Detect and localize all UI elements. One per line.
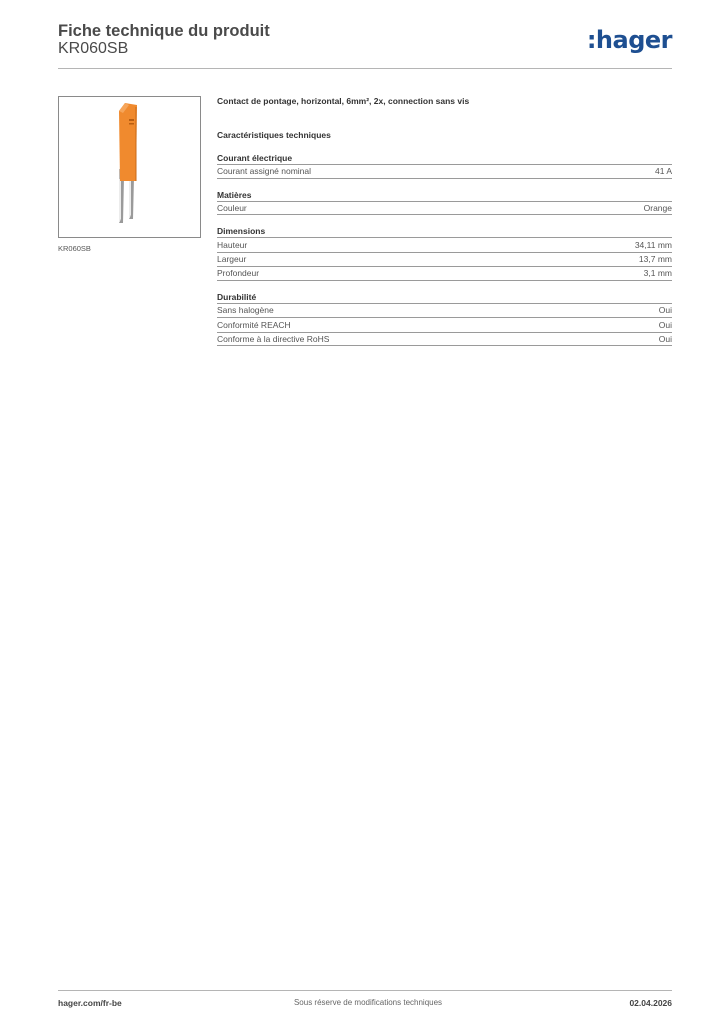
- spec-value: Oui: [658, 319, 672, 330]
- spec-label: Courant assigné nominal: [217, 166, 312, 177]
- spec-label: Couleur: [217, 202, 247, 213]
- spec-value: Oui: [658, 305, 672, 316]
- spec-label: Hauteur: [217, 239, 248, 250]
- spec-value: Orange: [643, 202, 672, 213]
- specification-section: [217, 96, 672, 346]
- footer-disclaimer: Sous réserve de modifications techniques: [293, 998, 443, 1007]
- footer-website-link[interactable]: hager.com/fr-be: [58, 998, 122, 1008]
- spec-value: 13,7 mm: [638, 254, 672, 265]
- page-header: [58, 20, 672, 70]
- spec-group-dimensions: [217, 224, 672, 281]
- product-image-frame: [58, 96, 201, 238]
- spec-group-matieres: [217, 188, 672, 216]
- spec-group-durabilite: [217, 290, 672, 347]
- spec-row: [217, 317, 672, 332]
- spec-value: 3,1 mm: [643, 268, 672, 279]
- spec-row: [217, 252, 672, 267]
- spec-value: Oui: [658, 333, 672, 344]
- header-divider: [58, 68, 672, 69]
- spec-value: 34,11 mm: [634, 239, 672, 250]
- product-image: [59, 97, 200, 237]
- document-title: Fiche technique du produit: [58, 22, 270, 40]
- group-title: Courant électrique: [217, 153, 293, 163]
- spec-row: [217, 201, 672, 216]
- footer-divider: [58, 990, 672, 991]
- spec-label: Conformité REACH: [217, 319, 291, 330]
- hager-logo: :hager: [586, 26, 672, 54]
- spec-label: Profondeur: [217, 268, 260, 279]
- group-title: Matières: [217, 189, 252, 200]
- spec-row: [217, 266, 672, 281]
- spec-row: [217, 164, 672, 179]
- footer-date: 02.04.2026: [629, 998, 672, 1008]
- product-description: Contact de pontage, horizontal, 6mm², 2x, connection sans vis: [217, 96, 470, 106]
- spec-group-courant: [217, 151, 672, 179]
- spec-value: 41 A: [654, 166, 672, 177]
- spec-row: [217, 237, 672, 252]
- spec-label: Conforme à la directive RoHS: [217, 333, 330, 344]
- group-title: Dimensions: [217, 226, 266, 236]
- spec-label: Sans halogène: [217, 305, 274, 316]
- spec-row: [217, 303, 672, 318]
- group-title: Durabilité: [217, 291, 257, 302]
- spec-row: [217, 332, 672, 347]
- spec-label: Largeur: [217, 254, 247, 265]
- product-image-caption: KR060SB: [58, 244, 91, 253]
- specs-heading: Caractéristiques techniques: [217, 130, 331, 140]
- product-reference: KR060SB: [58, 40, 129, 57]
